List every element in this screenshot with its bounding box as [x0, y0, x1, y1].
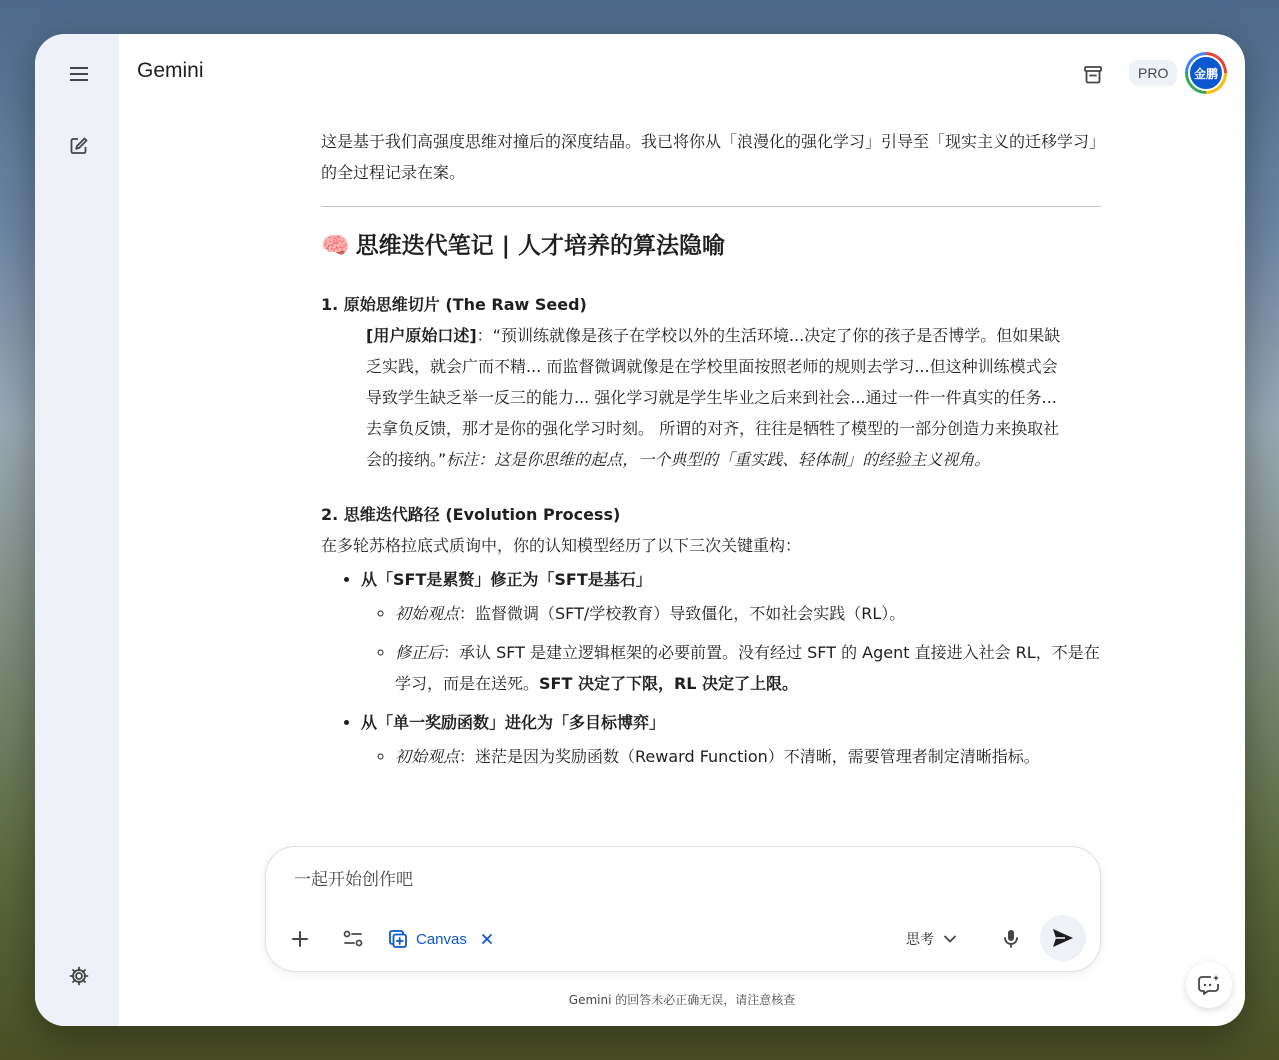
send-button[interactable]	[1040, 915, 1086, 961]
app-title: Gemini	[137, 59, 204, 82]
quote-block	[321, 320, 1101, 475]
sidebar	[35, 34, 119, 1026]
list-item	[361, 707, 1101, 772]
list-item	[395, 598, 1101, 629]
section-1-title: 1. 原始思维切片 (The Raw Seed)	[321, 295, 587, 314]
item-1-title: 从「SFT是累赘」修正为「SFT是基石」	[361, 570, 652, 589]
quote-note: 标注：这是你思维的起点，一个典型的「重实践、轻体制」的经验主义视角。	[446, 450, 991, 469]
prompt-input[interactable]	[292, 869, 896, 891]
close-icon[interactable]	[481, 933, 493, 945]
list-item	[361, 564, 1101, 699]
divider	[321, 206, 1101, 207]
canvas-chip[interactable]	[388, 923, 493, 955]
archive-icon	[1082, 64, 1104, 86]
intro-paragraph: 这是基于我们高强度思维对撞后的深度结晶。我已将你从「浪漫化的强化学习」引导至「现实主义的迁移学习」的全过程记录在案。	[321, 132, 1098, 182]
canvas-label: Canvas	[416, 930, 467, 948]
section-2-title: 2. 思维迭代路径 (Evolution Process)	[321, 505, 621, 524]
app-window	[35, 34, 1245, 1026]
avatar-text: 金鹏	[1188, 55, 1224, 91]
section-2-intro: 在多轮苏格拉底式质询中，你的认知模型经历了以下三次关键重构：	[321, 536, 802, 555]
assistant-button[interactable]	[1186, 962, 1232, 1008]
new-chat-button[interactable]	[59, 126, 99, 166]
item-1b-text: ：承认 SFT 是建立逻辑框架的必要前置。没有经过 SFT 的 Agent 直接进入社会 RL，不是在学习，而是在送死。	[395, 643, 1100, 693]
mode-selector[interactable]	[906, 923, 956, 955]
pro-badge[interactable]: PRO	[1129, 60, 1177, 86]
composer	[265, 846, 1101, 972]
microphone-button[interactable]	[995, 923, 1027, 955]
note-heading-text: 思维迭代笔记 | 人才培养的算法隐喻	[355, 233, 726, 259]
item-1a-text: ：监督微调（SFT/学校教育）导致僵化，不如社会实践（RL）。	[459, 604, 906, 623]
menu-icon	[70, 67, 88, 81]
sparkle-chat-icon	[1197, 974, 1221, 996]
plus-icon	[291, 930, 309, 948]
brain-icon: 🧠	[321, 233, 350, 259]
item-1b-label: 修正后	[395, 643, 444, 662]
gear-icon	[69, 966, 89, 986]
item-2a-label: 初始观点	[395, 747, 460, 766]
tools-icon	[343, 930, 363, 948]
avatar[interactable]	[1185, 52, 1227, 94]
note-heading	[321, 229, 1101, 263]
quote-label: [用户原始口述]	[366, 326, 477, 345]
disclaimer: Gemini 的回答未必正确无误，请注意核查	[568, 993, 796, 1007]
canvas-icon	[388, 929, 408, 949]
evolution-list	[321, 564, 1101, 772]
scroll-fade	[321, 799, 1101, 849]
chevron-down-icon	[944, 935, 956, 943]
quote-text: “预训练就像是孩子在学校以外的生活环境...决定了你的孩子是否博学。但如果缺乏实践，就会广而不精... 而监督微调就像是在学校里面按照老师的规则去学习...但这种训练模式会导致学生缺乏举一反三的能力... 强化学习就是学生毕业之后来到社会...通过一件一件真实的任务...去拿负反馈，那才是你的强化学习时刻。 所谓的对齐，往往是牺牲了模型的一部分创造力来换取社会的接纳。”	[366, 326, 1061, 469]
item-2a-text: ：迷茫是因为奖励函数（Reward Function）不清晰，需要管理者制定清晰指标。	[459, 747, 1040, 766]
item-1b-bold: SFT 决定了下限，RL 决定了上限。	[539, 674, 799, 693]
settings-button[interactable]	[59, 956, 99, 996]
chat-content	[321, 114, 1101, 849]
mode-label: 思考	[906, 932, 934, 948]
microphone-icon	[1003, 929, 1019, 949]
item-2-title: 从「单一奖励函数」进化为「多目标博弈」	[361, 713, 666, 732]
item-1a-label: 初始观点	[395, 604, 460, 623]
list-item	[395, 741, 1101, 772]
edit-icon	[69, 136, 89, 156]
list-item	[395, 637, 1101, 699]
temporary-chat-button[interactable]	[1076, 58, 1110, 92]
tools-button[interactable]	[337, 923, 369, 955]
menu-button[interactable]	[59, 54, 99, 94]
add-button[interactable]	[284, 923, 316, 955]
quote-separator: ：	[476, 326, 493, 345]
send-icon	[1052, 928, 1074, 948]
